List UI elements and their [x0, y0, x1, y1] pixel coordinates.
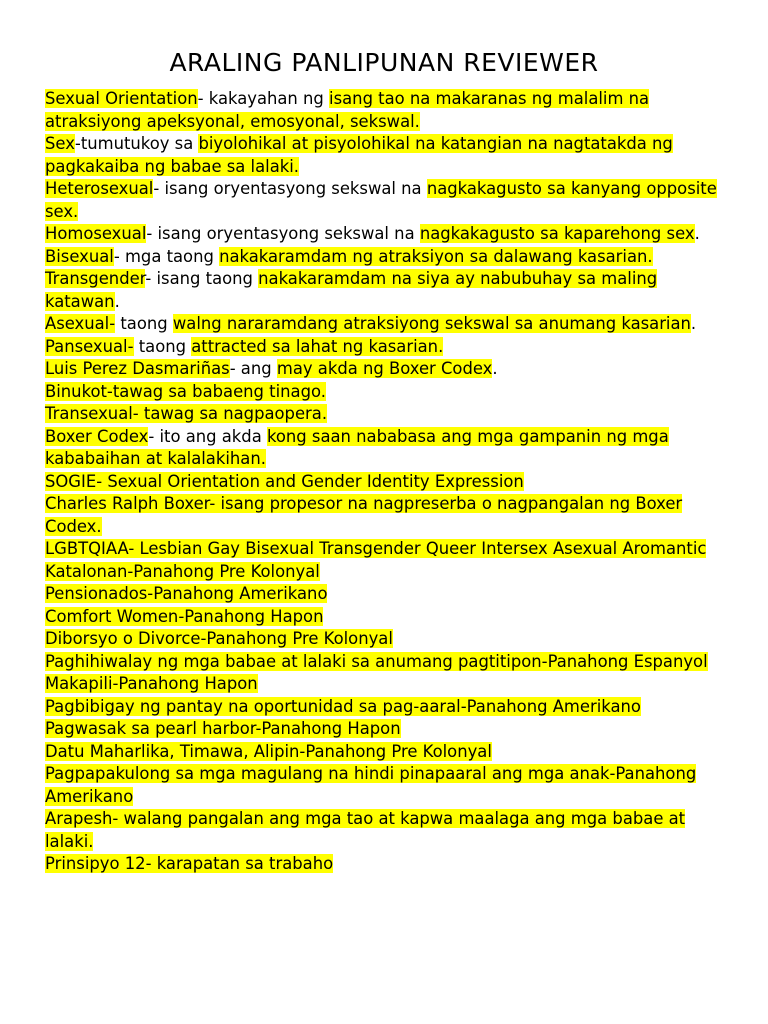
reviewer-entry: [45, 336, 735, 359]
highlighted-text: Arapesh- walang pangalan ang mga tao at kapwa maalaga ang mga babae at lalaki.: [45, 809, 686, 851]
highlighted-text: Transgender: [45, 269, 146, 288]
highlighted-text: Comfort Women-Panahong Hapon: [45, 606, 324, 626]
highlighted-text: nagkakagusto sa kaparehong sex: [419, 224, 695, 243]
plain-text: taong: [115, 314, 173, 333]
highlighted-text: Charles Ralph Boxer- isang propesor na nagpreserba o nagpangalan ng Boxer Codex.: [45, 494, 683, 536]
highlighted-text: Pagwasak sa pearl harbor-Panahong Hapon: [45, 719, 401, 738]
plain-text: taong: [133, 336, 192, 356]
highlighted-text: Makapili-Panahong Hapon: [45, 674, 258, 693]
highlighted-text: nagkakagusto sa kanyang opposite sex.: [45, 179, 717, 221]
reviewer-entry: [45, 403, 735, 426]
reviewer-entry: [45, 246, 735, 269]
highlighted-text: Homosexual: [45, 224, 147, 243]
reviewer-entry: [45, 718, 735, 741]
reviewer-entry: [45, 696, 735, 719]
highlighted-text: Prinsipyo 12- karapatan sa trabaho: [45, 854, 334, 873]
highlighted-text: isang tao na makaranas ng malalim na atraksiyong apeksyonal, emosyonal, sekswal.: [45, 89, 650, 131]
highlighted-text: Pansexual-: [45, 336, 134, 356]
plain-text: - isang oryentasyong sekswal na: [146, 224, 420, 243]
highlighted-text: Transexual- tawag sa nagpaopera.: [45, 404, 328, 423]
reviewer-entry: [45, 628, 735, 651]
highlighted-text: Asexual-: [45, 314, 116, 333]
highlighted-text: Pensionados-Panahong Amerikano: [45, 584, 328, 603]
plain-text: .: [690, 314, 697, 333]
highlighted-text: may akda ng Boxer Codex: [276, 359, 493, 378]
highlighted-text: walng nararamdang atraksiyong sekswal sa anumang kasarian: [172, 314, 691, 333]
reviewer-entry: [45, 178, 735, 223]
highlighted-text: LGBTQIAA- Lesbian Gay Bisexual Transgender Queer Intersex Asexual Aromantic: [45, 539, 707, 558]
highlighted-text: Sexual Orientation: [45, 89, 198, 108]
reviewer-entry: [45, 133, 735, 178]
highlighted-text: Heterosexual: [45, 179, 154, 198]
highlighted-text: Luis Perez Dasmariñas: [45, 359, 230, 378]
reviewer-entry: [45, 268, 735, 313]
highlighted-text: Bisexual: [45, 246, 114, 266]
highlighted-text: Paghihiwalay ng mga babae at lalaki sa anumang pagtitipon-Panahong Espanyol: [45, 651, 708, 671]
highlighted-text: biyolohikal at pisyolohikal na katangian na nagtatakda ng pagkakaiba ng babae sa lalaki.: [45, 134, 673, 176]
highlighted-text: Boxer Codex: [45, 426, 149, 446]
reviewer-entry: [45, 673, 735, 696]
reviewer-content: [45, 88, 735, 876]
plain-text: .: [694, 224, 700, 243]
highlighted-text: nakakaramdam na siya ay nabubuhay sa maling katawan: [45, 269, 658, 311]
highlighted-text: Katalonan-Panahong Pre Kolonyal: [45, 561, 320, 581]
reviewer-entry: [45, 381, 735, 404]
plain-text: .: [492, 359, 498, 378]
highlighted-text: Diborsyo o Divorce-Panahong Pre Kolonyal: [45, 629, 393, 648]
plain-text: - isang taong: [145, 269, 259, 288]
plain-text: - ang: [229, 359, 277, 378]
plain-text: -tumutukoy sa: [74, 134, 199, 153]
plain-text: - ito ang akda: [148, 426, 267, 446]
reviewer-entry: [45, 313, 735, 336]
reviewer-entry: [45, 471, 735, 494]
highlighted-text: Pagpapakulong sa mga magulang na hindi pinapaaral ang mga anak-Panahong Amerikano: [45, 764, 697, 806]
reviewer-entry: [45, 853, 735, 876]
plain-text: - mga taong: [113, 246, 220, 266]
reviewer-entry: [45, 426, 735, 471]
reviewer-entry: [45, 223, 735, 246]
reviewer-entry: [45, 651, 735, 674]
page-title: ARALING PANLIPUNAN REVIEWER: [169, 48, 599, 77]
reviewer-entry: [45, 808, 735, 853]
highlighted-text: Sex: [45, 134, 75, 153]
plain-text: - kakayahan ng: [197, 89, 330, 108]
highlighted-text: Datu Maharlika, Timawa, Alipin-Panahong Pre Kolonyal: [45, 741, 492, 761]
highlighted-text: Pagbibigay ng pantay na oportunidad sa pag-aaral-Panahong Amerikano: [45, 696, 641, 716]
reviewer-entry: [45, 763, 735, 808]
highlighted-text: Binukot-tawag sa babaeng tinago.: [45, 381, 326, 401]
reviewer-entry: [45, 561, 735, 584]
reviewer-entry: [45, 88, 735, 133]
highlighted-text: kong saan nababasa ang mga gampanin ng mga kababaihan at kalalakihan.: [45, 426, 669, 468]
reviewer-entry: [45, 741, 735, 764]
highlighted-text: nakakaramdam ng atraksiyon sa dalawang kasarian.: [219, 246, 653, 266]
reviewer-entry: [45, 583, 735, 606]
plain-text: - isang oryentasyong sekswal na: [153, 179, 427, 198]
reviewer-entry: [45, 358, 735, 381]
plain-text: .: [114, 291, 120, 311]
reviewer-entry: [45, 538, 735, 561]
highlighted-text: SOGIE- Sexual Orientation and Gender Identity Expression: [45, 471, 524, 491]
reviewer-entry: [45, 493, 735, 538]
reviewer-entry: [45, 606, 735, 629]
highlighted-text: attracted sa lahat ng kasarian.: [191, 336, 444, 356]
